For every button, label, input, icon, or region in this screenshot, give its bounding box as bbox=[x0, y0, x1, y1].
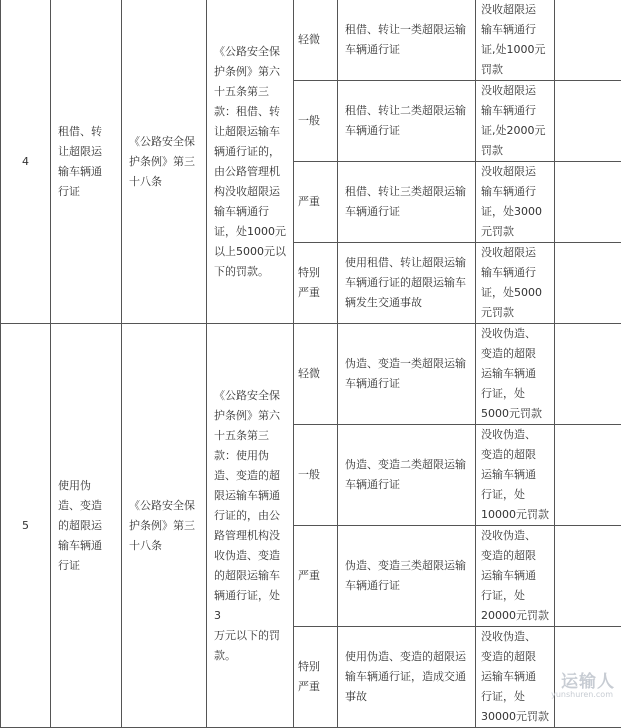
empty-cell bbox=[555, 81, 621, 162]
penalty-cell: 没收超限运 输车辆通行 证，处3000 元罚款 bbox=[476, 162, 555, 243]
violation-cell: 使用伪 造、变造 的超限运 输车辆通 行证 bbox=[51, 324, 122, 728]
penalty-cell: 没收伪造、 变造的超限 运输车辆通 行证，处 5000元罚款 bbox=[476, 324, 555, 425]
table-row bbox=[1, 324, 621, 425]
empty-cell bbox=[555, 243, 621, 324]
empty-cell bbox=[555, 425, 621, 526]
situation-cell: 租借、转让三类超限运输 车辆通行证 bbox=[338, 162, 476, 243]
penalty-cell: 没收伪造、 变造的超限 运输车辆通 行证，处 10000元罚款 bbox=[476, 425, 555, 526]
degree-cell: 严重 bbox=[294, 526, 338, 627]
row-index: 4 bbox=[1, 0, 51, 324]
situation-cell: 租借、转让一类超限运输 车辆通行证 bbox=[338, 0, 476, 81]
degree-cell: 特别 严重 bbox=[294, 627, 338, 728]
empty-cell bbox=[555, 627, 621, 728]
empty-cell bbox=[555, 324, 621, 425]
penalty-cell: 没收超限运 输车辆通行 证,处1000元 罚款 bbox=[476, 0, 555, 81]
watermark-text: 运输人 bbox=[561, 667, 615, 692]
empty-cell bbox=[555, 0, 621, 81]
degree-cell: 一般 bbox=[294, 425, 338, 526]
penalty-cell: 没收伪造、 变造的超限 运输车辆通 行证，处 20000元罚款 bbox=[476, 526, 555, 627]
situation-cell: 使用租借、转让超限运输 车辆通行证的超限运输车 辆发生交通事故 bbox=[338, 243, 476, 324]
penalty-cell: 没收超限运 输车辆通行 证，处5000 元罚款 bbox=[476, 243, 555, 324]
situation-cell: 伪造、变造三类超限运输 车辆通行证 bbox=[338, 526, 476, 627]
violation-cell: 租借、转 让超限运 输车辆通 行证 bbox=[51, 0, 122, 324]
watermark-domain: yunshuren.com bbox=[551, 690, 613, 699]
penalty-basis-cell: 《公路安全保 护条例》第六 十五条第三 款：租借、转 让超限运输车 辆通行证的， 由公路管理机 构没收超限运 输车辆通行 证，处1000元 以上5000元以 下的罚款。 bbox=[207, 0, 294, 324]
legal-basis-cell: 《公路安全保 护条例》第三 十八条 bbox=[122, 324, 207, 728]
degree-cell: 严重 bbox=[294, 162, 338, 243]
penalty-cell: 没收超限运 输车辆通行 证,处2000元 罚款 bbox=[476, 81, 555, 162]
empty-cell bbox=[555, 162, 621, 243]
situation-cell: 租借、转让二类超限运输 车辆通行证 bbox=[338, 81, 476, 162]
penalty-cell: 没收伪造、 变造的超限 运输车辆通 行证，处 30000元罚款 bbox=[476, 627, 555, 728]
row-index: 5 bbox=[1, 324, 51, 728]
empty-cell bbox=[555, 526, 621, 627]
degree-cell: 一般 bbox=[294, 81, 338, 162]
penalty-basis-cell: 《公路安全保 护条例》第六 十五条第三 款：使用伪 造、变造的超 限运输车辆通 行证的，由公 路管理机构没 收伪造、变造 的超限运输车 辆通行证，处3 万元以下的罚 款。 bbox=[207, 324, 294, 728]
legal-basis-cell: 《公路安全保 护条例》第三 十八条 bbox=[122, 0, 207, 324]
situation-cell: 伪造、变造一类超限运输 车辆通行证 bbox=[338, 324, 476, 425]
degree-cell: 特别 严重 bbox=[294, 243, 338, 324]
situation-cell: 使用伪造、变造的超限运 输车辆通行证，造成交通 事故 bbox=[338, 627, 476, 728]
degree-cell: 轻微 bbox=[294, 324, 338, 425]
situation-cell: 伪造、变造二类超限运输 车辆通行证 bbox=[338, 425, 476, 526]
table-row bbox=[1, 0, 621, 81]
degree-cell: 轻微 bbox=[294, 0, 338, 81]
